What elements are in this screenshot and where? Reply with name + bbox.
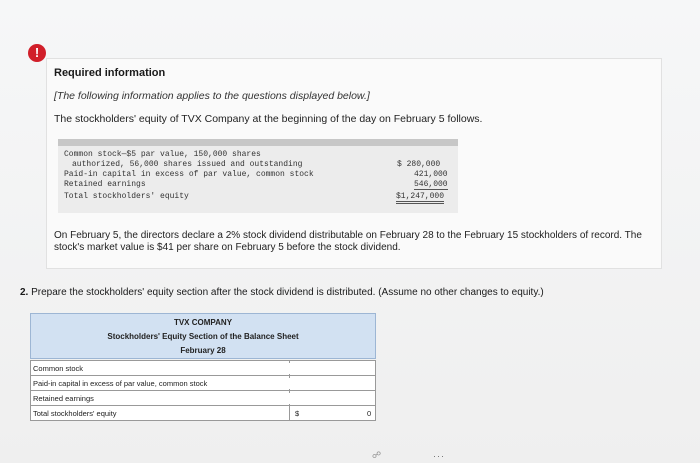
row-label: Retained earnings bbox=[33, 394, 94, 403]
total-currency: $ bbox=[295, 409, 300, 418]
equity-data-box bbox=[58, 139, 458, 213]
sheet-company: TVX COMPANY bbox=[173, 318, 233, 327]
row-label: Paid-in capital in excess of par value, common stock bbox=[33, 379, 208, 388]
more-icon[interactable]: ··· bbox=[433, 451, 445, 461]
retained-earnings-input[interactable] bbox=[289, 393, 375, 404]
intro-text: The stockholders' equity of TVX Company at the beginning of the day on February 5 follows. bbox=[54, 113, 483, 125]
row-label: Common stock bbox=[33, 364, 84, 373]
equity-value-3: 421,000 bbox=[414, 170, 448, 179]
equity-sheet bbox=[30, 313, 376, 423]
dividend-paragraph: On February 5, the directors declare a 2% stock dividend distributable on February 28 to the February 15 stockholders of record. The stock's market value is $41 per share on February 5 before the stock dividend. bbox=[54, 230, 642, 253]
equity-label-1: Common stock—$5 par value, 150,000 shares bbox=[64, 150, 261, 159]
equity-label-3: Paid-in capital in excess of par value, common stock bbox=[64, 170, 314, 179]
total-value: 0 bbox=[367, 409, 372, 418]
equity-label-5: Total stockholders' equity bbox=[64, 192, 189, 201]
sheet-title: Stockholders' Equity Section of the Balance Sheet bbox=[107, 332, 299, 341]
question-text: Prepare the stockholders' equity section after the stock dividend is distributed. (Assume no other changes to equity.) bbox=[31, 287, 544, 298]
link-icon[interactable]: ☍ bbox=[372, 450, 382, 460]
sheet-row-common-stock bbox=[30, 360, 376, 376]
sheet-row-total bbox=[30, 405, 376, 421]
paid-in-capital-input[interactable] bbox=[289, 378, 375, 389]
equity-label-4: Retained earnings bbox=[64, 180, 146, 189]
question-2 bbox=[20, 287, 544, 298]
question-number: 2. bbox=[20, 287, 29, 298]
sheet-row-paid-in-capital bbox=[30, 375, 376, 391]
equity-value-2: $ 280,000 bbox=[397, 160, 441, 169]
row-label: Total stockholders' equity bbox=[33, 409, 117, 418]
exclamation-icon: ! bbox=[28, 44, 46, 62]
sheet-date: February 28 bbox=[180, 346, 226, 355]
required-info-title: Required information bbox=[54, 67, 166, 79]
sheet-header bbox=[30, 313, 376, 359]
common-stock-input[interactable] bbox=[289, 363, 375, 374]
equity-value-4: 546,000 bbox=[414, 180, 448, 189]
sheet-row-retained-earnings bbox=[30, 390, 376, 406]
equity-value-5: $1,247,000 bbox=[396, 192, 444, 204]
required-info-note: [The following information applies to the questions displayed below.] bbox=[54, 90, 370, 102]
equity-label-2: authorized, 56,000 shares issued and outstanding bbox=[72, 160, 303, 169]
